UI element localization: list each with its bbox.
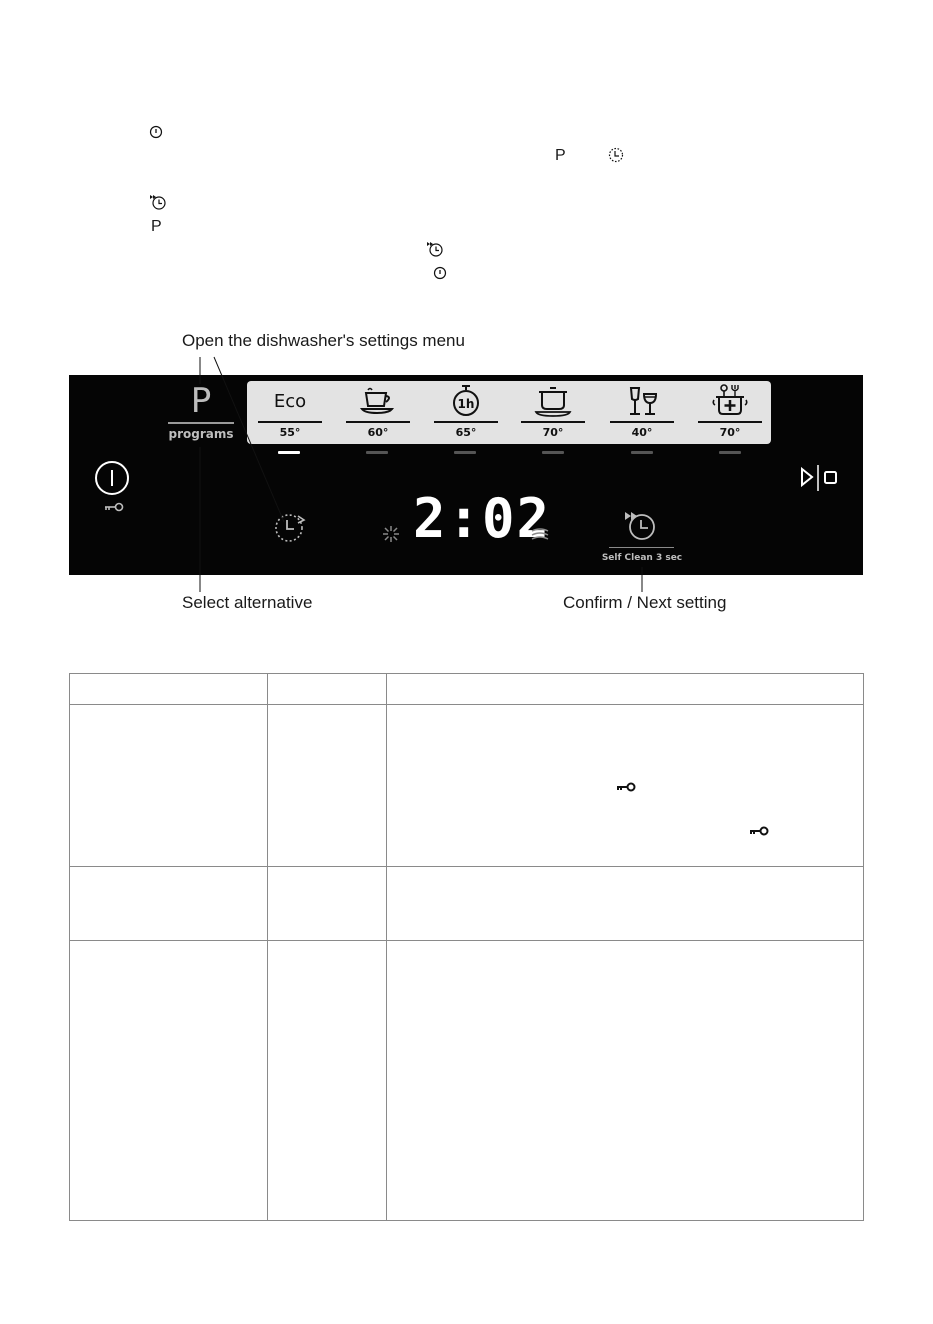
table-cell (70, 705, 268, 867)
program-temp: 70° (542, 426, 564, 439)
program-temp: 60° (367, 426, 389, 439)
table-header-row (70, 674, 864, 705)
p-inline-symbol: P (555, 147, 566, 164)
table-cell (267, 941, 386, 1221)
program-temp: 55° (279, 426, 301, 439)
table-cell (386, 867, 863, 941)
settings-table (69, 673, 864, 1221)
program-temp: 65° (455, 426, 477, 439)
table-row (70, 705, 864, 867)
table-cell (386, 941, 863, 1221)
self-clean-label: Self Clean 3 sec (601, 553, 683, 563)
eco-label: Eco (273, 390, 307, 412)
table-cell (70, 674, 268, 705)
table-cell (70, 867, 268, 941)
program-temp: 70° (719, 426, 741, 439)
table-cell (267, 674, 386, 705)
table-cell (267, 705, 386, 867)
callout-leaders (0, 0, 933, 640)
timer-text: 1h (457, 397, 475, 411)
time-display: 2:02 (413, 487, 552, 550)
key-lock-icon (615, 781, 637, 793)
callout-settings-menu: Open the dishwasher's settings menu (182, 331, 465, 350)
program-temp: 40° (631, 426, 653, 439)
programs-label: programs (168, 427, 234, 441)
programs-letter: P (190, 381, 212, 421)
callout-confirm-next: Confirm / Next setting (563, 593, 727, 612)
table-cell (386, 705, 863, 867)
p-inline-symbol: P (151, 218, 162, 235)
table-row (70, 941, 864, 1221)
callout-select-alternative: Select alternative (182, 593, 313, 612)
key-lock-icon (748, 825, 770, 837)
table-cell (70, 941, 268, 1221)
table-row (70, 867, 864, 941)
table-cell (267, 867, 386, 941)
table-cell (386, 674, 863, 705)
